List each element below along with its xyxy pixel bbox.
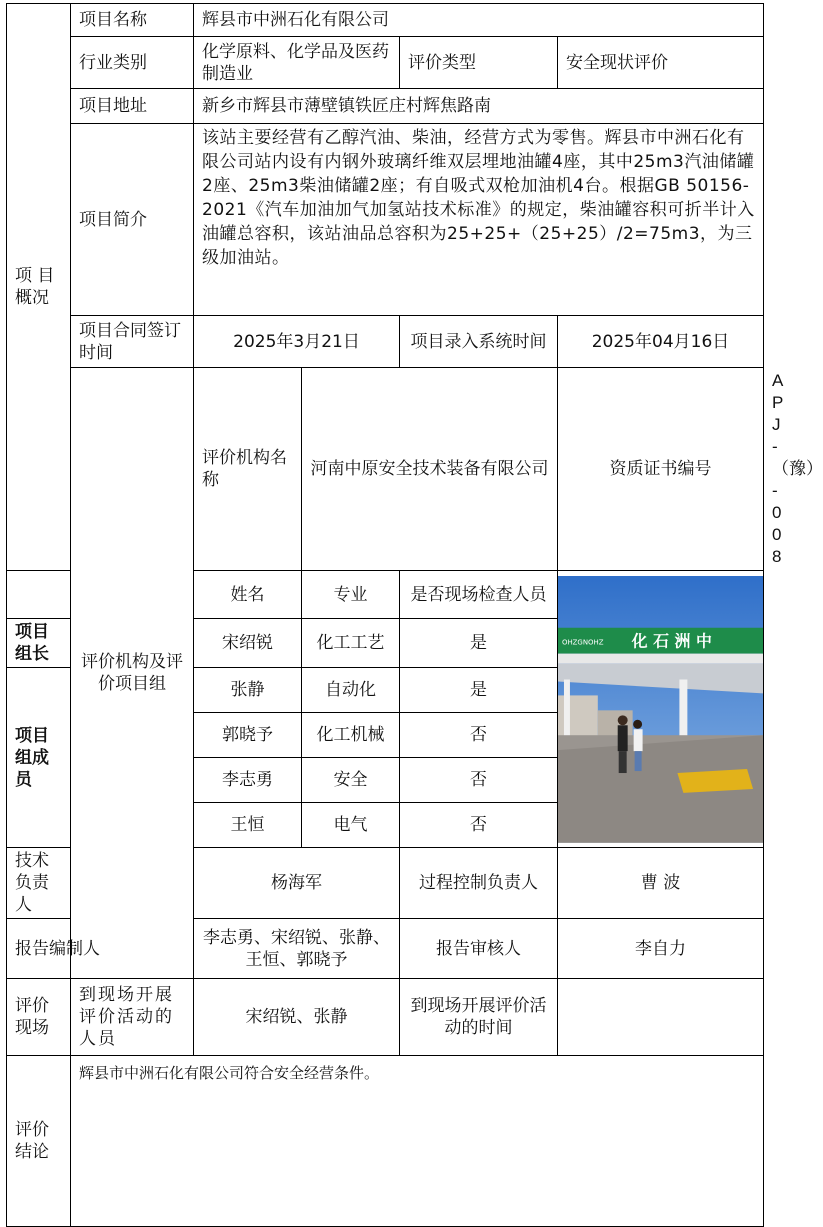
- onsite-people-label: 到现场开展评价活动的人员: [71, 979, 194, 1056]
- sign-text: 化 石 洲 中: [631, 631, 712, 651]
- contract-time: 2025年3月21日: [194, 316, 400, 368]
- tech-lead-label: 技术负责人: [7, 848, 71, 919]
- member-major: 自动化: [302, 668, 400, 713]
- onsite-section-label: 评价 现场: [7, 979, 71, 1056]
- leader-onsite: 是: [400, 619, 558, 668]
- process-lead-label: 过程控制负责人: [400, 848, 558, 919]
- member-major: 化工机械: [302, 713, 400, 758]
- member-major: 安全: [302, 758, 400, 803]
- author-label: 报告编制人: [7, 919, 194, 979]
- conclusion-section-label: 评价 结论: [7, 1056, 71, 1227]
- team-section-label: 评价机构及评价项目组: [71, 368, 194, 979]
- industry: 化学原料、化学品及医药制造业: [194, 37, 400, 89]
- member-name: 李志勇: [194, 758, 302, 803]
- member-onsite: 是: [400, 668, 558, 713]
- sign-small-text: OHZGNOHZ: [561, 638, 604, 647]
- process-lead: 曹 波: [558, 848, 764, 919]
- leader-name: 宋绍锐: [194, 619, 302, 668]
- org-name: 河南中原安全技术装备有限公司: [302, 368, 558, 571]
- project-name: 辉县市中洲石化有限公司: [194, 4, 764, 37]
- leader-label: 项目组长: [7, 619, 71, 668]
- tech-lead: 杨海军: [194, 848, 400, 919]
- member-onsite: 否: [400, 803, 558, 848]
- member-name: 王恒: [194, 803, 302, 848]
- reviewer: 李自力: [558, 919, 764, 979]
- member-major: 电气: [302, 803, 400, 848]
- onsite-people: 宋绍锐、张静: [194, 979, 400, 1056]
- project-name-label: 项目名称: [71, 4, 194, 37]
- member-onsite: 否: [400, 758, 558, 803]
- industry-label: 行业类别: [71, 37, 194, 89]
- col-major-header: 专业: [302, 571, 400, 619]
- contract-time-label: 项目合同签订时间: [71, 316, 194, 368]
- member-onsite: 否: [400, 713, 558, 758]
- intro-label: 项目简介: [71, 124, 194, 316]
- overview-section-label: 项 目 概况: [7, 4, 71, 571]
- authors: 李志勇、宋绍锐、张静、王恒、郭晓予: [194, 919, 400, 979]
- leader-major: 化工工艺: [302, 619, 400, 668]
- cert-label: 资质证书编号: [558, 368, 764, 571]
- col-onsite-header: 是否现场检查人员: [400, 571, 558, 619]
- entry-time-label: 项目录入系统时间: [400, 316, 558, 368]
- empty-header-cell: [7, 571, 71, 619]
- reviewer-label: 报告审核人: [400, 919, 558, 979]
- eval-type: 安全现状评价: [558, 37, 764, 89]
- address: 新乡市辉县市薄壁镇铁匠庄村辉焦路南: [194, 89, 764, 124]
- onsite-time-label: 到现场开展评价活动的时间: [400, 979, 558, 1056]
- member-name: 张静: [194, 668, 302, 713]
- onsite-time: [558, 979, 764, 1056]
- col-name-header: 姓名: [194, 571, 302, 619]
- members-label: 项目组成员: [7, 668, 71, 848]
- evaluation-info-table: 项 目 概况 项目名称 辉县市中洲石化有限公司 行业类别 化学原料、化学品及医药制造业 评价类型 安全现状评价 项目地址 新乡市辉县市薄壁镇铁匠庄村辉焦路南 项目简介 该站主要经营有乙醇汽油、柴油，经营方式为零售。辉县市中洲石化有限公司站内设有内钢外玻璃纤维双层埋地油罐4座，其中25m3汽油储罐2座、25m3柴油储罐2座；有自吸式双枪加油机4台。根据GB 50156-2021《汽车加油加气加氢站技术标准》的规定，柴油罐容积可折半计入油罐总容积，该站油品总容积为25+25+（25+25）/2=75m3，为三级加油站。 项目合同签订时间 2025年3月21日 项目录入系统时间 2025年04月16日 评价机构及评价项目组 评价机构名称 河南中原安全技术装备有限公司 资质证书编号 APJ-（豫）-008 姓名 专业 是否现场检查人员 OHZGNOHZ 化 石 洲 中 项目组长 宋绍锐 化工工艺 是 项目组成员 张静 自动化 是 郭晓予 化工机械 否 李志勇 安全 否 王恒 电气 否 技术负责人 杨海军 过程控制负责人 曹 波 报告编制人 李志勇、宋绍锐、张静、王恒、郭晓予 报告审核人 李自力 评价 现场 到现场开展评价活动的人员 宋绍锐、张静 到现场开展评价活动的时间 评价 结论 辉县市中洲石化有限公司符合安全经营条件。: [6, 3, 764, 1227]
- address-label: 项目地址: [71, 89, 194, 124]
- member-name: 郭晓予: [194, 713, 302, 758]
- eval-type-label: 评价类型: [400, 37, 558, 89]
- entry-time: 2025年04月16日: [558, 316, 764, 368]
- conclusion-text: 辉县市中洲石化有限公司符合安全经营条件。: [71, 1056, 764, 1227]
- gas-station-photo: [558, 576, 763, 843]
- org-name-label: 评价机构名称: [194, 368, 302, 571]
- site-photo: [558, 571, 764, 848]
- intro-text: 该站主要经营有乙醇汽油、柴油，经营方式为零售。辉县市中洲石化有限公司站内设有内钢外玻璃纤维双层埋地油罐4座，其中25m3汽油储罐2座、25m3柴油储罐2座；有自吸式双枪加油机4台。根据GB 50156-2021《汽车加油加气加氢站技术标准》的规定，柴油罐容积可折半计入油罐总容积，该站油品总容积为25+25+（25+25）/2=75m3，为三级加油站。: [194, 124, 764, 316]
